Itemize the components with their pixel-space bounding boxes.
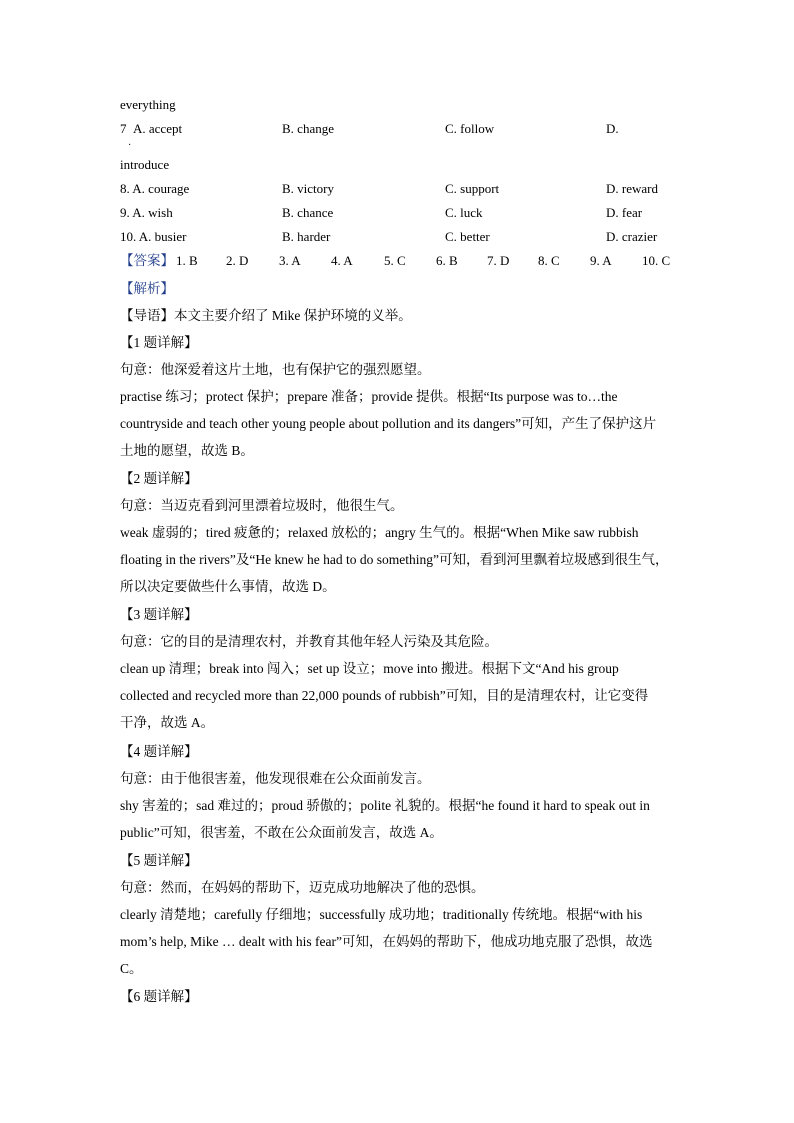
section-4-line: shy 害羞的；sad 难过的；proud 骄傲的；polite 礼貌的。根据“he found it hard to speak out in bbox=[120, 798, 650, 813]
section-3-meaning: 句意：它的目的是清理农村，并教育其他年轻人污染及其危险。 bbox=[120, 634, 498, 649]
section-3-line: clean up 清理；break into 闯入；set up 设立；move into 搬进。根据下文“And his group bbox=[120, 661, 619, 676]
answer-key bbox=[120, 252, 680, 270]
section-3-line: 干净，故选 A。 bbox=[120, 715, 215, 730]
question-8-options bbox=[120, 181, 680, 197]
option-7-a bbox=[120, 121, 182, 137]
option-10-d: D. crazier bbox=[606, 229, 658, 244]
question-9-options bbox=[120, 205, 680, 221]
option-7-d: D. bbox=[606, 121, 619, 136]
question-10-options bbox=[120, 229, 680, 245]
option-7-c: C. follow bbox=[445, 121, 495, 136]
question-number: 7 bbox=[120, 121, 127, 136]
section-3-line: collected and recycled more than 22,000 pounds of rubbish”可知，目的是清理农村，让它变得 bbox=[120, 688, 649, 703]
section-3-title: 【3 题详解】 bbox=[120, 607, 198, 622]
answer-item: 3. A bbox=[279, 253, 301, 268]
answer-item: 6. B bbox=[436, 253, 458, 268]
section-4-line: public”可知，很害羞，不敢在公众面前发言，故选 A。 bbox=[120, 825, 443, 840]
answer-item: 10. C bbox=[642, 253, 671, 268]
section-4-title: 【4 题详解】 bbox=[120, 744, 198, 759]
section-1-line: practise 练习；protect 保护；prepare 准备；provide 提供。根据“Its purpose was to…the bbox=[120, 389, 618, 404]
analysis-label: 【解析】 bbox=[120, 281, 174, 296]
answer-item: 2. D bbox=[226, 253, 249, 268]
section-2-title: 【2 题详解】 bbox=[120, 471, 198, 486]
section-2-line: 所以决定要做些什么事情，故选 D。 bbox=[120, 579, 336, 594]
section-5-line: mom’s help, Mike … dealt with his fear”可知，在妈妈的帮助下，他成功地克服了恐惧，故选 bbox=[120, 934, 653, 949]
answer-item: 1. B bbox=[176, 253, 198, 268]
section-6-title: 【6 题详解】 bbox=[120, 989, 198, 1004]
question-7-options bbox=[120, 121, 680, 137]
text-line: everything bbox=[120, 97, 176, 112]
section-2-meaning: 句意：当迈克看到河里漂着垃圾时，他很生气。 bbox=[120, 498, 404, 513]
section-5-title: 【5 题详解】 bbox=[120, 853, 198, 868]
option-9-b: B. chance bbox=[282, 205, 334, 220]
section-1-line: countryside and teach other young people about pollution and its dangers”可知，产生了保护这片 bbox=[120, 416, 657, 431]
answer-item: 8. C bbox=[538, 253, 560, 268]
option-9-a: 9. A. wish bbox=[120, 205, 173, 220]
option-10-b: B. harder bbox=[282, 229, 331, 244]
option-8-d: D. reward bbox=[606, 181, 658, 196]
answer-item: 4. A bbox=[331, 253, 353, 268]
option-7-b: B. change bbox=[282, 121, 334, 136]
option-text: A. accept bbox=[133, 121, 183, 136]
section-5-meaning: 句意：然而，在妈妈的帮助下，迈克成功地解决了他的恐惧。 bbox=[120, 880, 485, 895]
section-5-line: C。 bbox=[120, 961, 143, 976]
stray-dot: · bbox=[128, 140, 132, 151]
guide-text: 【导语】本文主要介绍了 Mike 保护环境的义举。 bbox=[120, 308, 412, 323]
option-8-c: C. support bbox=[445, 181, 500, 196]
option-9-d: D. fear bbox=[606, 205, 643, 220]
option-8-a: 8. A. courage bbox=[120, 181, 190, 196]
section-2-line: weak 虚弱的；tired 疲惫的；relaxed 放松的；angry 生气的。根据“When Mike saw rubbish bbox=[120, 525, 639, 540]
section-4-meaning: 句意：由于他很害羞，他发现很难在公众面前发言。 bbox=[120, 771, 431, 786]
section-1-line: 土地的愿望，故选 B。 bbox=[120, 443, 254, 458]
answer-item: 9. A bbox=[590, 253, 612, 268]
option-10-c: C. better bbox=[445, 229, 490, 244]
text-line: introduce bbox=[120, 157, 170, 172]
option-8-b: B. victory bbox=[282, 181, 334, 196]
option-9-c: C. luck bbox=[445, 205, 483, 220]
option-10-a: 10. A. busier bbox=[120, 229, 187, 244]
section-1-title: 【1 题详解】 bbox=[120, 335, 198, 350]
section-5-line: clearly 清楚地；carefully 仔细地；successfully 成功地；traditionally 传统地。根据“with his bbox=[120, 907, 643, 922]
answer-item: 5. C bbox=[384, 253, 406, 268]
answer-item: 7. D bbox=[487, 253, 510, 268]
section-2-line: floating in the rivers”及“He knew he had to do something”可知，看到河里飘着垃圾感到很生气， bbox=[120, 552, 669, 567]
answer-label: 【答案】 bbox=[120, 253, 174, 268]
section-1-meaning: 句意：他深爱着这片土地，也有保护它的强烈愿望。 bbox=[120, 362, 431, 377]
